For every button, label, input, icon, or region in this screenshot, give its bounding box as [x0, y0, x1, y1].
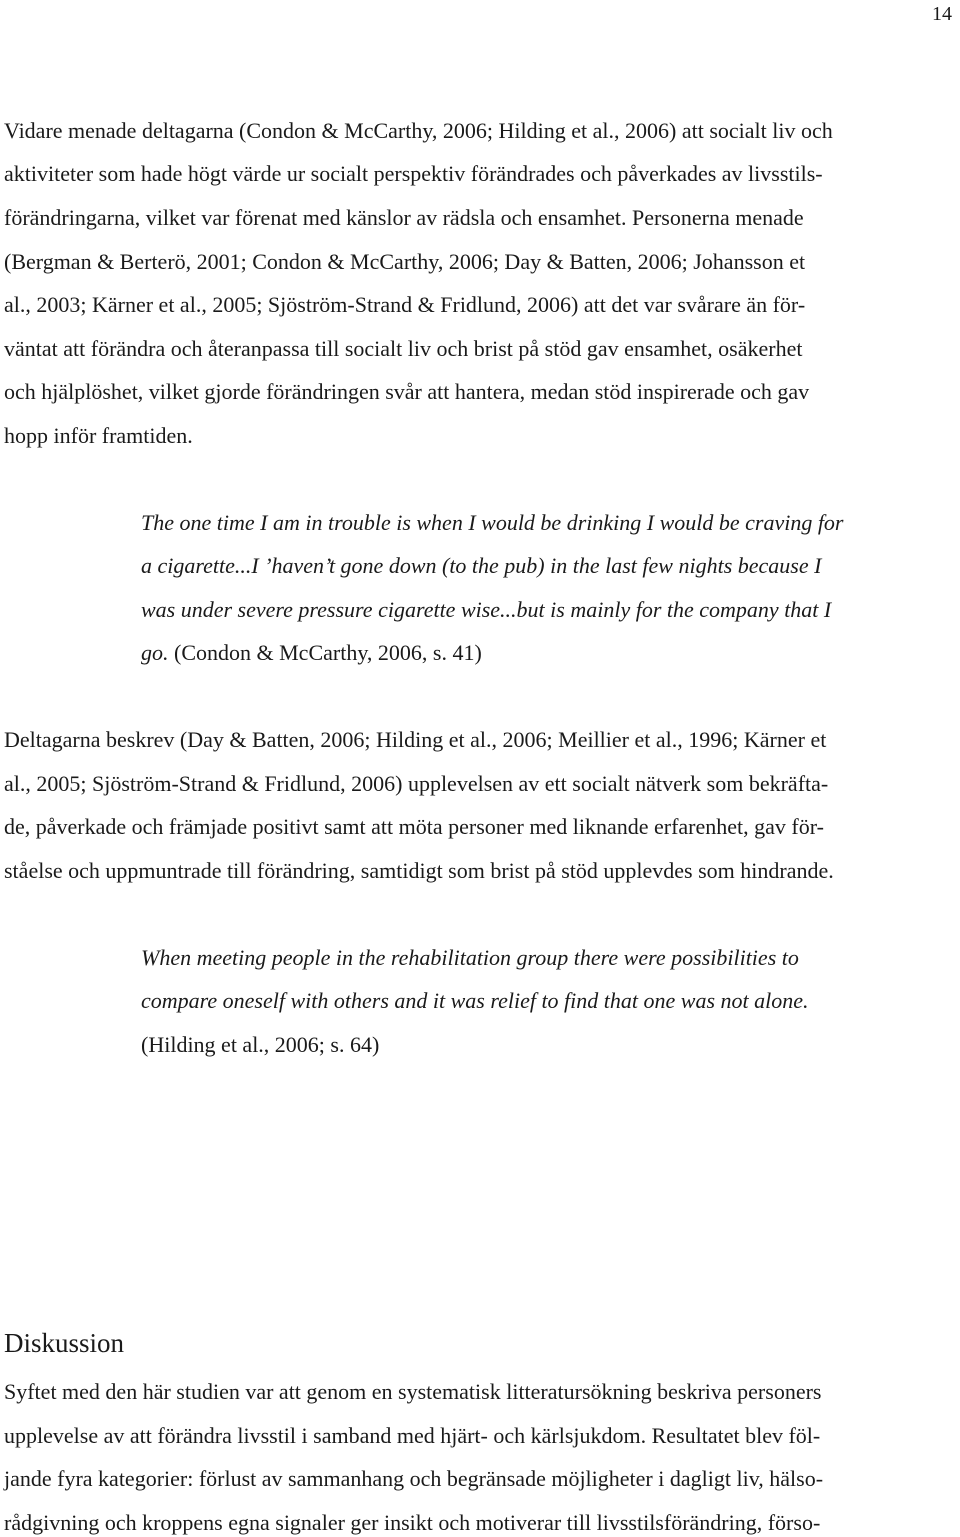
text-line: förändringarna, vilket var förenat med känslor av rädsla och ensamhet. Personerna menade: [4, 205, 804, 230]
text-line: och hjälplöshet, vilket gjorde förändringen svår att hantera, medan stöd inspirerade och gav: [4, 379, 810, 404]
text-line: (Bergman & Berterö, 2001; Condon & McCarthy, 2006; Day & Batten, 2006; Johansson et: [4, 249, 806, 274]
text-line: al., 2003; Kärner et al., 2005; Sjöström-Strand & Fridlund, 2006) att det var svårare än för-: [4, 292, 806, 317]
quote-citation: (Condon & McCarthy, 2006, s. 41): [168, 640, 482, 665]
text-line: ståelse och uppmuntrade till förändring, samtidigt som brist på stöd upplevdes som hindrande.: [4, 858, 834, 883]
text-line: de, påverkade och främjade positivt samt att möta personer med liknande erfarenhet, gav för-: [4, 814, 824, 839]
quote-last-line: [141, 639, 482, 667]
text-line: hopp inför framtiden.: [4, 423, 193, 448]
page-number: 14: [932, 3, 952, 25]
text-line: jande fyra kategorier: förlust av sammanhang och begränsade möjligheter i dagligt liv, hälso-: [4, 1466, 824, 1491]
text-line: aktiviteter som hade högt värde ur socialt perspektiv förändrades och påverkades av livsstils-: [4, 161, 823, 186]
text-line: rådgivning och kroppens egna signaler ger insikt och motiverar till livsstilsförändring, förso-: [4, 1510, 821, 1535]
text-line: Vidare menade deltagarna (Condon & McCarthy, 2006; Hilding et al., 2006) att socialt liv och: [4, 118, 833, 143]
quote-text: go.: [141, 640, 169, 665]
text-line: al., 2005; Sjöström-Strand & Fridlund, 2006) upplevelsen av ett socialt nätverk som bekräfta-: [4, 771, 829, 796]
quote-line: was under severe pressure cigarette wise...but is mainly for the company that I: [141, 597, 832, 622]
text-line: väntat att förändra och återanpassa till socialt liv och brist på stöd gav ensamhet, osäkerhet: [4, 336, 803, 361]
text-line: upplevelse av att förändra livsstil i samband med hjärt- och kärlsjukdom. Resultatet blev föl-: [4, 1423, 821, 1448]
text-line: Deltagarna beskrev (Day & Batten, 2006; Hilding et al., 2006; Meillier et al., 1996; Kärner et: [4, 727, 827, 752]
quote-line: When meeting people in the rehabilitation group there were possibilities to: [141, 945, 799, 970]
quote-line: a cigarette...I ’haven’t gone down (to the pub) in the last few nights because I: [141, 553, 822, 578]
section-heading: Diskussion: [4, 1328, 125, 1358]
quote-line: compare oneself with others and it was relief to find that one was not alone.: [141, 988, 809, 1013]
quote-line: The one time I am in trouble is when I would be drinking I would be craving for: [141, 510, 844, 535]
text-line: Syftet med den här studien var att genom en systematisk litteratursökning beskriva personers: [4, 1379, 822, 1404]
quote-citation: (Hilding et al., 2006; s. 64): [141, 1032, 380, 1057]
